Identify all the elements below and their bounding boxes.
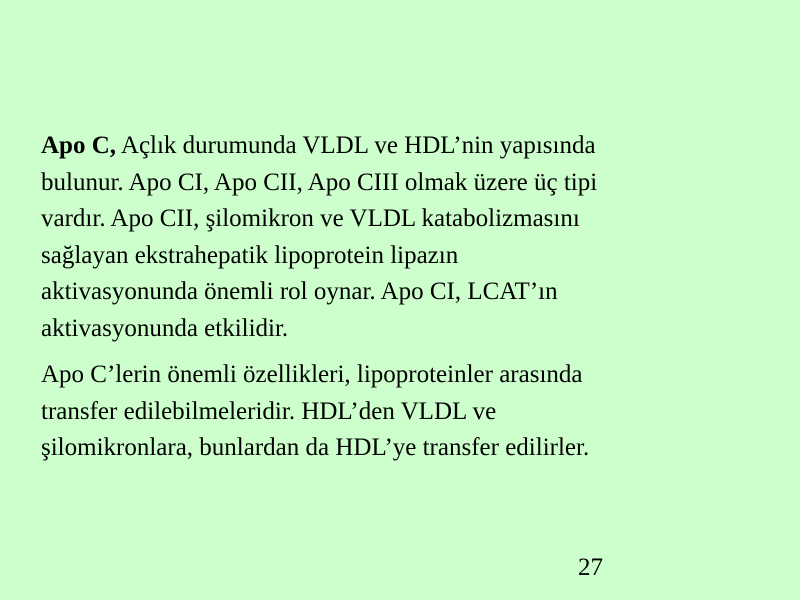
line-text: Açlık durumunda VLDL ve HDL’nin yapısında — [116, 132, 596, 159]
paragraph-apo-c-overview — [41, 128, 761, 347]
paragraph-line: transfer edilebilmeleridir. HDL’den VLDL ve — [41, 397, 497, 425]
bold-lead-term: Apo C, — [41, 132, 117, 159]
paragraph-line: sağlayan ekstrahepatik lipoprotein lipazın — [41, 241, 459, 269]
slide-body — [41, 128, 761, 467]
paragraph-line: aktivasyonunda etkilidir. — [41, 314, 289, 342]
paragraph-line: vardır. Apo CII, şilomikron ve VLDL katabolizmasını — [41, 205, 580, 232]
page-number: 27 — [578, 554, 603, 581]
paragraph-apo-c-transfer — [41, 357, 761, 467]
paragraph-line — [41, 128, 761, 165]
paragraph-line: Apo C’lerin önemli özellikleri, lipoproteinler arasında — [41, 361, 583, 388]
paragraph-line: aktivasyonunda önemli rol oynar. Apo CI, LCAT’ın — [41, 278, 558, 305]
paragraph-line: bulunur. Apo CI, Apo CII, Apo CIII olmak üzere üç tipi — [41, 168, 598, 196]
paragraph-line: şilomikronlara, bunlardan da HDL’ye transfer edilirler. — [41, 434, 590, 461]
